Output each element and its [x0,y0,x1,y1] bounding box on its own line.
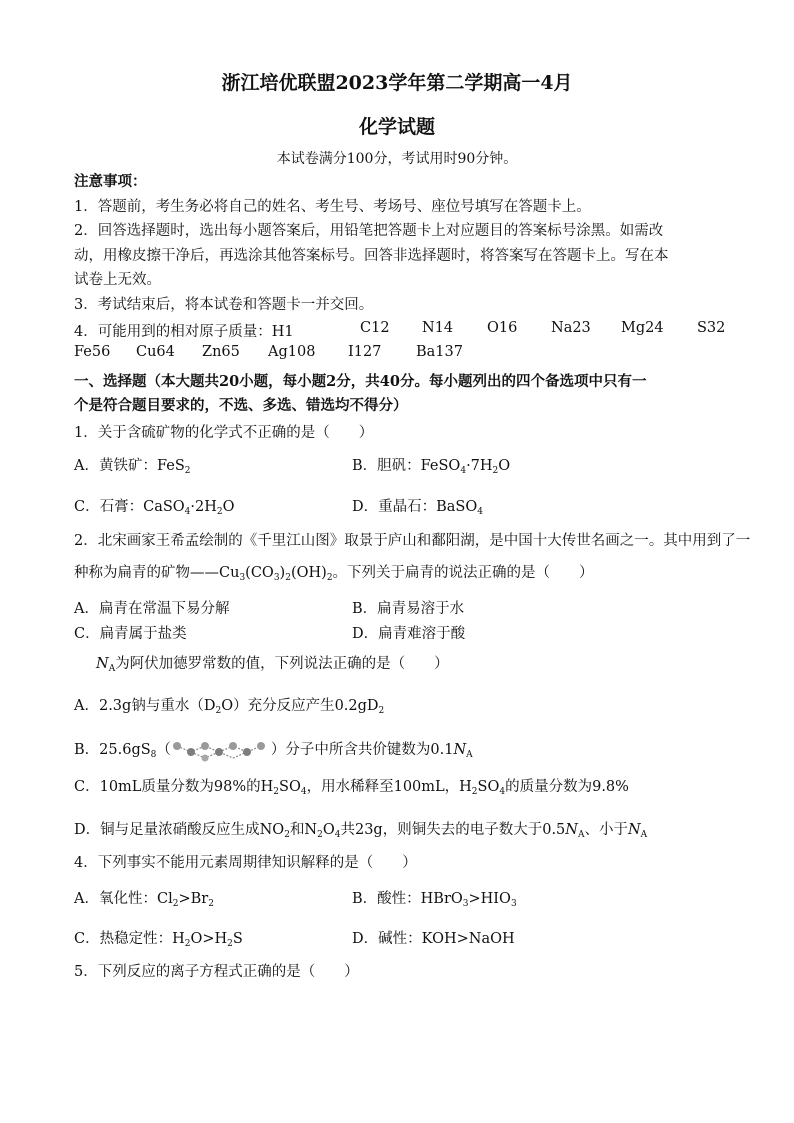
mass-item: C12 [360,320,390,336]
exam-title: 浙江培优联盟2023学年第二学期高一4月 [221,72,573,94]
mass-item: Cu64 [136,344,175,360]
q2-option-b: B．扁青易溶于水 [352,601,465,617]
mass-item: N14 [422,320,454,336]
q2-option-c: C．扁青属于盐类 [74,626,187,642]
q4-stem: 4．下列事实不能用元素周期律知识解释的是（ ） [74,855,417,871]
q4-option-b: B．酸性：$HBrO_3>HIO_3$ [352,891,517,909]
q3-option-d: D．铜与足量浓硝酸反应生成$NO_2$和$N_2O_4$共23g，则铜失去的电子数大于$0.5N_A$、小于$N_A$ [74,822,648,840]
notice-2: 2．回答选择题时，选出每小题答案后，用铅笔把答题卡上对应题目的答案标号涂黑。如需改 [74,223,664,239]
mass-item: Mg24 [621,320,664,336]
section-heading-cont: 个是符合题目要求的，不选、多选、错选均不得分） [74,397,408,414]
atomic-masses [74,320,724,368]
exam-subject: 化学试题 [358,116,435,138]
exam-info: 本试卷满分100分，考试用时90分钟。 [276,151,518,167]
notice-heading: 注意事项： [74,173,147,190]
mass-item: O16 [487,320,518,336]
q1-stem: 1．关于含硫矿物的化学式不正确的是（ ） [74,425,374,441]
q3-stem: $N_A$为阿伏加德罗常数的值，下列说法正确的是（ ） [96,656,449,674]
q3-option-a: A．2.3g钠与重水$(D_2O)$充分反应产生$0.2gD_2$ [74,698,385,716]
mass-item: Ba137 [416,344,463,360]
section-heading: 一、选择题（本大题共20小题，每小题2分，共40分。每小题列出的四个备选项中只有一 [74,373,647,390]
mass-item: Fe56 [74,344,111,360]
mass-item: S32 [697,320,726,336]
q1-option-c: C．石膏：$CaSO_4\cdot 2H_2O$ [74,499,235,517]
q4-option-a: A．氧化性：$Cl_2>Br_2$ [74,891,214,909]
q4-option-d: D．碱性：KOH>NaOH [352,931,515,947]
notice-2-cont: 动，用橡皮擦干净后，再选涂其他答案标号。回答非选择题时，将答案写在答题卡上。写在本 [74,248,669,264]
mass-item: Zn65 [202,344,240,360]
notice-3: 3．考试结束后，将本试卷和答题卡一并交回。 [74,297,374,313]
notice-1: 1．答题前，考生务必将自己的姓名、考生号、考场号、座位号填写在答题卡上。 [74,199,591,215]
q1-option-a: A．黄铁矿：FeS$_2$ [74,458,191,476]
mass-item: Na23 [551,320,591,336]
q3-option-b: B．$25.6gS_8$（ ）分子中所含共价键数为$0.1N_A$ [74,738,724,767]
mass-item: Ⅰ127 [348,344,382,360]
q1-option-d: D．重晶石：BaSO$_4$ [352,499,483,517]
q3-option-c: C．10mL质量分数为98%的$H_2SO_4$，用水稀释至100mL，$H_2SO_4$的质量分数为9.8% [74,779,629,797]
notice-2-end: 试卷上无效。 [74,272,161,288]
q5-stem: 5．下列反应的离子方程式正确的是（ ） [74,964,359,980]
q2-option-a: A．扁青在常温下易分解 [74,601,230,617]
q2-stem: 2．北宋画家王希孟绘制的《千里江山图》取景于庐山和鄱阳湖，是中国十大传世名画之一。其中用到了一 [74,533,751,549]
s8-molecule-icon [171,738,271,762]
q1-option-b: B．胆矾：$FeSO_4\cdot 7H_2O$ [352,458,511,476]
q2-option-d: D．扁青难溶于酸 [352,626,466,642]
q4-option-c: C．热稳定性：$H_2O>H_2S$ [74,931,243,949]
mass-item: Ag108 [268,344,316,360]
masses-intro: 4．可能用到的相对原子质量：H1 [74,324,294,340]
q2-stem-cont: 种称为扁青的矿物$——Cu_3(CO_3)_2(OH)_2$。下列关于扁青的说法正确的是（ ） [74,565,594,583]
